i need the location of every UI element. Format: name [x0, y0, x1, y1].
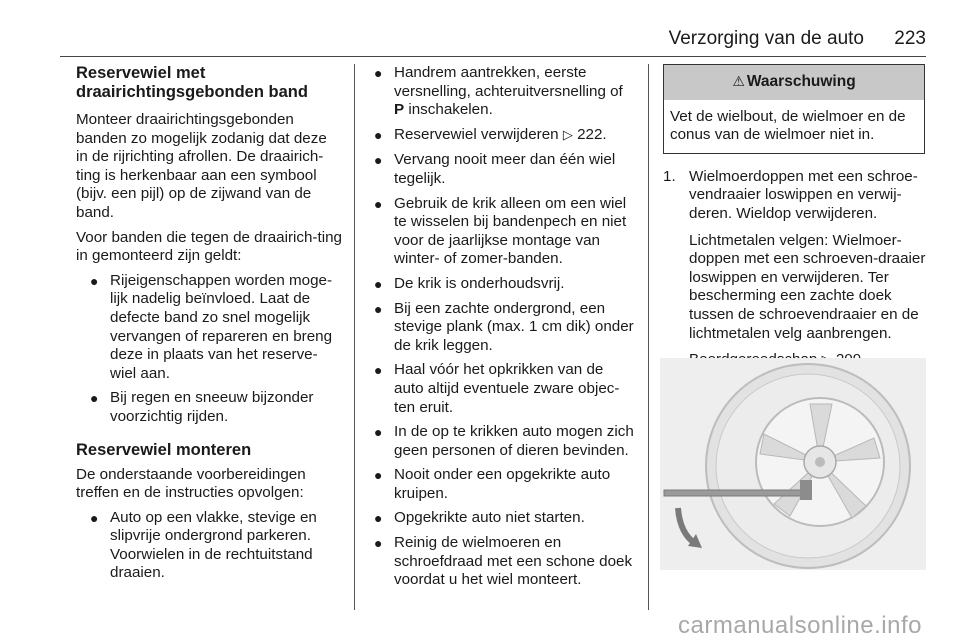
column-divider	[648, 64, 649, 610]
bullet-icon: ●	[374, 300, 383, 317]
warning-text: Vet de wielbout, de wielmoer en de conus van de wielmoer niet in.	[670, 107, 906, 144]
bullet-icon: ●	[90, 272, 99, 289]
section-heading: Reservewiel met draairichtingsgebonden band	[76, 64, 308, 101]
page-number: 223	[894, 28, 926, 49]
bullet-icon: ●	[374, 152, 383, 169]
numbered-step	[663, 168, 926, 371]
list-item: ● Haal vóór het opkrikken van de auto altijd eventuele zware objec-ten eruit.	[374, 361, 620, 416]
paragraph: Lichtmetalen velgen: Wielmoer-doppen met een schroeven-draaier loswippen en verwijderen. Ter bescherming een zachte doek tussen de schroevendraaier en de lichtmetalen velg aanbrengen.	[689, 231, 926, 342]
list-item: ● Opgekrikte auto niet starten.	[374, 509, 585, 527]
column-divider	[354, 64, 355, 610]
bullet-list	[372, 64, 634, 590]
list-item: ● Reinig de wielmoeren en schroefdraad met een schone doek voordat u het wiel monteert.	[374, 534, 633, 589]
paragraph: De onderstaande voorbereidingen treffen en de instructies opvolgen:	[76, 465, 306, 502]
bullet-icon: ●	[374, 362, 383, 379]
list-item: ● De krik is onderhoudsvrij.	[374, 274, 565, 292]
bullet-icon: ●	[374, 126, 383, 143]
bullet-icon: ●	[374, 467, 383, 484]
gear-letter: P	[394, 101, 405, 119]
bullet-icon: ●	[374, 535, 383, 552]
bullet-icon: ●	[374, 195, 383, 212]
column-left	[76, 64, 342, 589]
wheel-illustration	[660, 358, 926, 570]
list-item: ● In de op te krikken auto mogen zich geen personen of dieren bevinden.	[374, 423, 634, 459]
column-middle	[372, 64, 634, 596]
warning-triangle-icon: ⚠	[732, 74, 745, 90]
bullet-list	[76, 509, 342, 583]
list-item: ● Auto op een vlakke, stevige en slipvrije ondergrond parkeren. Voorwielen in de rechtuitstand draaien.	[90, 508, 317, 582]
page-reference-icon: ▷	[562, 127, 573, 143]
page-header	[60, 18, 926, 54]
bullet-icon: ●	[374, 275, 383, 292]
list-item: ● Reservewiel verwijderen ▷ 222.	[374, 125, 607, 143]
warning-box	[663, 64, 925, 154]
subsection-heading: Reservewiel monteren	[76, 440, 252, 459]
paragraph: Monteer draairichtingsgebonden banden zo mogelijk zodanig dat deze in de rijrichting afrollen. De draairich-ting is herkenbaar aan een symbool (bijv. een pijl) op de zijwand van de band.	[76, 111, 327, 221]
list-item: ● Nooit onder een opgekrikte auto kruipen.	[374, 466, 611, 502]
bullet-icon: ●	[374, 510, 383, 527]
list-item: ● Handrem aantrekken, eerste versnelling, achteruitversnelling of P inschakelen.	[374, 64, 623, 119]
warning-title: Waarschuwing	[746, 73, 856, 90]
bullet-icon: ●	[90, 509, 99, 526]
bullet-list	[76, 272, 342, 427]
page-title: Verzorging van de auto	[668, 28, 864, 49]
list-item: ● Gebruik de krik alleen om een wiel te wisselen bij bandenpech en niet voor de jaarlijkse montage van winter- of zomer-banden.	[374, 194, 627, 268]
column-right	[663, 64, 926, 379]
watermark: carmanualsonline.info	[678, 612, 922, 639]
warning-header	[664, 65, 924, 100]
list-item: ● Vervang nooit meer dan één wiel tegelijk.	[374, 151, 616, 187]
step-number: 1.	[663, 167, 676, 185]
list-item: ● Bij een zachte ondergrond, een stevige plank (max. 1 cm dik) onder de krik leggen.	[374, 299, 634, 354]
header-rule	[60, 56, 926, 57]
paragraph: Wielmoerdoppen met een schroe-vendraaier loswippen en verwij-deren. Wieldop verwijderen.	[689, 167, 918, 222]
list-item: ● Rijeigenschappen worden moge-lijk nadelig beïnvloed. Laat de defecte band zo snel mogelijk vervangen of repareren en breng deze in plaats van het reserve-wiel aan.	[90, 271, 333, 382]
page-reference[interactable]: 222.	[577, 125, 607, 143]
bullet-icon: ●	[374, 424, 383, 441]
paragraph: Voor banden die tegen de draairich-ting in gemonteerd zijn geldt:	[76, 228, 342, 265]
list-item: ● Bij regen en sneeuw bijzonder voorzichtig rijden.	[90, 389, 314, 425]
bullet-icon: ●	[90, 390, 99, 407]
bullet-icon: ●	[374, 65, 383, 81]
